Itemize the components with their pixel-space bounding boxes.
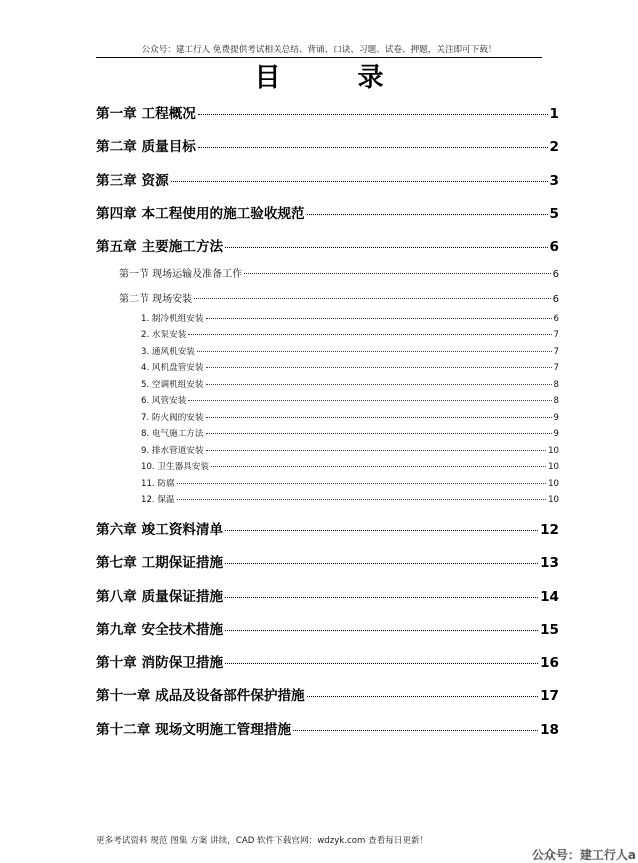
dot-leader: [206, 433, 552, 434]
dot-leader: [225, 563, 538, 564]
toc-page-number: 6: [552, 294, 559, 305]
toc-entry-chapter-11[interactable]: [96, 684, 559, 704]
toc-label: 3. 通风机安装: [141, 347, 195, 357]
toc-entry-chapter-12[interactable]: [96, 718, 559, 738]
toc-entry-item-3[interactable]: [141, 345, 559, 357]
watermark: 公众号：建工行人a: [531, 848, 636, 862]
toc-page-number: 6: [552, 269, 559, 280]
toc-label: 1. 制冷机组安装: [141, 314, 204, 324]
toc-page-number: 10: [548, 446, 559, 456]
toc-entry-item-12[interactable]: [141, 493, 559, 505]
toc-label: 第九章 安全技术措施: [96, 622, 224, 638]
toc-label: 第八章 质量保证措施: [96, 589, 224, 605]
toc-entry-section-1[interactable]: [119, 265, 559, 280]
toc-label: 第四章 本工程使用的施工验收规范: [96, 206, 305, 222]
toc-entry-item-10[interactable]: [141, 460, 559, 472]
header-rule: [96, 57, 542, 58]
toc-label: 7. 防火阀的安装: [141, 413, 204, 423]
toc-page-number: 15: [540, 622, 559, 638]
toc-page-number: 18: [540, 722, 559, 738]
toc-page-number: 13: [540, 555, 559, 571]
dot-leader: [225, 247, 547, 248]
toc-label: 第十章 消防保卫措施: [96, 655, 224, 671]
toc-label: 第一章 工程概况: [96, 106, 196, 122]
toc-entry-item-4[interactable]: [141, 361, 559, 373]
toc-entry-chapter-5[interactable]: [96, 235, 559, 255]
toc-entry-chapter-8[interactable]: [96, 585, 559, 605]
toc-entry-item-6[interactable]: [141, 394, 559, 406]
toc-label: 第一节 现场运输及准备工作: [119, 269, 243, 280]
toc-label: 第五章 主要施工方法: [96, 239, 224, 255]
toc-label: 第六章 竣工资料清单: [96, 522, 224, 538]
toc-entry-chapter-9[interactable]: [96, 618, 559, 638]
dot-leader: [225, 663, 538, 664]
page-title: 目 录: [254, 63, 418, 93]
toc-label: 2. 水泵安装: [141, 330, 187, 340]
dot-leader: [225, 530, 538, 531]
toc-label: 12. 保温: [141, 495, 175, 505]
dot-leader: [211, 466, 546, 467]
dot-leader: [206, 367, 552, 368]
toc-page-number: 6: [553, 314, 559, 324]
dot-leader: [171, 181, 548, 182]
toc-entry-section-2[interactable]: [119, 290, 559, 305]
dot-leader: [206, 417, 552, 418]
toc-label: 第二章 质量目标: [96, 139, 196, 155]
toc-page-number: 2: [549, 139, 559, 155]
toc-entry-item-7[interactable]: [141, 411, 559, 423]
dot-leader: [188, 334, 551, 335]
toc-page-number: 17: [540, 688, 559, 704]
toc-page-number: 7: [553, 363, 559, 373]
toc-page-number: 10: [548, 462, 559, 472]
toc-entry-item-11[interactable]: [141, 477, 559, 489]
toc-label: 5. 空调机组安装: [141, 380, 204, 390]
header-note: 公众号：建工行人 免费提供考试相关总结、背诵、口诀、习题、试卷、押题，关注即可下载！: [141, 45, 497, 55]
toc-entry-item-2[interactable]: [141, 328, 559, 340]
toc-label: 第十一章 成品及设备部件保护措施: [96, 688, 305, 704]
toc-entry-chapter-2[interactable]: [96, 135, 559, 155]
footer-note: 更多考试资料 规范 图集 方案 讲续，CAD 软件下载官网：wdzyk.com 查看每日更新！: [96, 836, 429, 846]
dot-leader: [225, 597, 538, 598]
toc-label: 第七章 工期保证措施: [96, 555, 224, 571]
dot-leader: [198, 147, 548, 148]
toc-page-number: 8: [553, 380, 559, 390]
toc-page-number: 8: [553, 396, 559, 406]
toc-page-number: 7: [553, 330, 559, 340]
dot-leader: [307, 696, 538, 697]
toc-label: 11. 防腐: [141, 479, 175, 489]
toc-label: 4. 风机盘管安装: [141, 363, 204, 373]
toc-entry-chapter-7[interactable]: [96, 551, 559, 571]
toc-entry-chapter-10[interactable]: [96, 651, 559, 671]
toc-page-number: 7: [553, 347, 559, 357]
dot-leader: [177, 499, 546, 500]
dot-leader: [307, 214, 548, 215]
dot-leader: [225, 630, 538, 631]
toc-entry-chapter-4[interactable]: [96, 202, 559, 222]
toc-label: 第十二章 现场文明施工管理措施: [96, 722, 292, 738]
toc-label: 第二节 现场安装: [119, 294, 193, 305]
dot-leader: [197, 351, 552, 352]
toc-entry-item-1[interactable]: [141, 312, 559, 324]
dot-leader: [293, 730, 538, 731]
toc-entry-chapter-3[interactable]: [96, 169, 559, 189]
toc-page-number: 14: [540, 589, 559, 605]
dot-leader: [177, 483, 546, 484]
dot-leader: [206, 318, 552, 319]
toc-page-number: 1: [549, 106, 559, 122]
toc-page-number: 10: [548, 479, 559, 489]
toc-entry-item-5[interactable]: [141, 378, 559, 390]
dot-leader: [188, 400, 551, 401]
toc-label: 第三章 资源: [96, 173, 169, 189]
toc-page-number: 9: [553, 429, 559, 439]
toc-page-number: 16: [540, 655, 559, 671]
toc-entry-item-9[interactable]: [141, 444, 559, 456]
toc-entry-chapter-1[interactable]: [96, 102, 559, 122]
dot-leader: [206, 384, 552, 385]
toc-page-number: 10: [548, 495, 559, 505]
toc-label: 6. 风管安装: [141, 396, 187, 406]
toc-page-number: 3: [549, 173, 559, 189]
dot-leader: [198, 114, 548, 115]
toc-page-number: 9: [553, 413, 559, 423]
toc-entry-chapter-6[interactable]: [96, 518, 559, 538]
dot-leader: [194, 298, 550, 299]
dot-leader: [244, 273, 550, 274]
toc-label: 8. 电气施工方法: [141, 429, 204, 439]
toc-label: 10. 卫生器具安装: [141, 462, 209, 472]
toc-page-number: 12: [540, 522, 559, 538]
toc-page-number: 6: [549, 239, 559, 255]
dot-leader: [206, 450, 547, 451]
toc-page-number: 5: [549, 206, 559, 222]
toc-label: 9. 排水管道安装: [141, 446, 204, 456]
toc-entry-item-8[interactable]: [141, 427, 559, 439]
